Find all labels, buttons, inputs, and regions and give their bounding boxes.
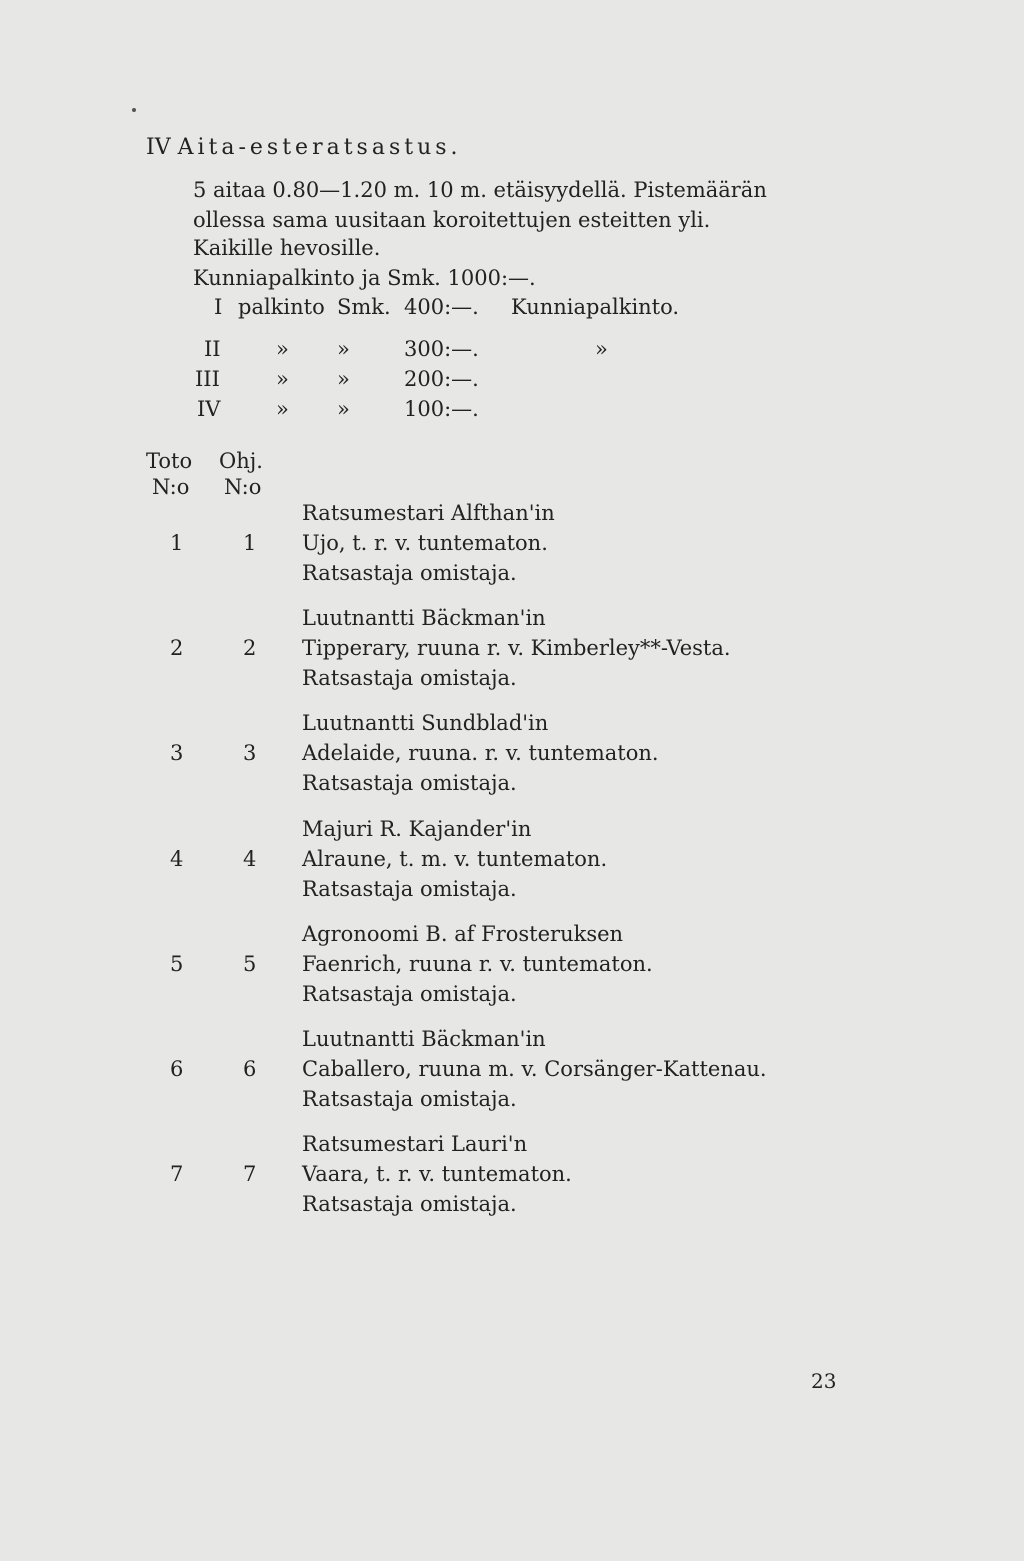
prize-ditto: » bbox=[276, 397, 289, 421]
entry-rider: Ratsastaja omistaja. bbox=[302, 666, 517, 690]
entry-ohj-number: 4 bbox=[243, 847, 257, 871]
prize-ditto: » bbox=[337, 337, 350, 361]
entry-owner: Majuri R. Kajander'in bbox=[302, 817, 532, 841]
section-title: Aita-esteratsastus. bbox=[177, 135, 462, 160]
entry-owner: Luutnantti Sundblad'in bbox=[302, 711, 549, 735]
prize-amount: 100:—. bbox=[404, 397, 479, 421]
section-number: IV bbox=[146, 135, 171, 160]
entry-ohj-number: 2 bbox=[243, 636, 257, 660]
prize-currency: Smk. bbox=[337, 295, 391, 319]
entry-rider: Ratsastaja omistaja. bbox=[302, 1087, 517, 1111]
entry-ohj-number: 6 bbox=[243, 1057, 257, 1081]
prize-rank: II bbox=[204, 337, 221, 361]
description-line: ollessa sama uusitaan koroitettujen esteitten yli. bbox=[193, 208, 711, 232]
entry-owner: Ratsumestari Alfthan'in bbox=[302, 501, 555, 525]
entry-toto-number: 3 bbox=[170, 741, 184, 765]
page-number: 23 bbox=[811, 1369, 837, 1393]
entry-ohj-number: 1 bbox=[243, 531, 257, 555]
prize-ditto: » bbox=[337, 367, 350, 391]
entry-owner: Luutnantti Bäckman'in bbox=[302, 1027, 546, 1051]
entry-toto-number: 6 bbox=[170, 1057, 184, 1081]
entry-horse: Caballero, ruuna m. v. Corsänger-Kattenau. bbox=[302, 1057, 767, 1081]
entry-toto-number: 1 bbox=[170, 531, 184, 555]
entry-horse: Ujo, t. r. v. tuntematon. bbox=[302, 531, 548, 555]
prize-amount: 400:—. bbox=[404, 295, 479, 319]
entry-horse: Adelaide, ruuna. r. v. tuntematon. bbox=[302, 741, 659, 765]
prize-note: » bbox=[595, 337, 608, 361]
entry-rider: Ratsastaja omistaja. bbox=[302, 561, 517, 585]
prize-rank: IV bbox=[197, 397, 221, 421]
column-header-toto-no: N:o bbox=[152, 475, 190, 499]
prize-ditto: » bbox=[276, 337, 289, 361]
entry-toto-number: 4 bbox=[170, 847, 184, 871]
entry-toto-number: 5 bbox=[170, 952, 184, 976]
prize-ditto: » bbox=[337, 397, 350, 421]
description-line: Kunniapalkinto ja Smk. 1000:—. bbox=[193, 266, 536, 290]
entry-toto-number: 7 bbox=[170, 1162, 184, 1186]
entry-toto-number: 2 bbox=[170, 636, 184, 660]
entry-rider: Ratsastaja omistaja. bbox=[302, 982, 517, 1006]
entry-rider: Ratsastaja omistaja. bbox=[302, 1192, 517, 1216]
entry-ohj-number: 5 bbox=[243, 952, 257, 976]
section-heading bbox=[146, 133, 462, 163]
prize-rank: III bbox=[195, 367, 220, 391]
prize-row bbox=[0, 364, 1024, 394]
entry-horse: Faenrich, ruuna r. v. tuntematon. bbox=[302, 952, 653, 976]
prize-row bbox=[0, 292, 1024, 322]
prize-amount: 300:—. bbox=[404, 337, 479, 361]
entry-horse: Alraune, t. m. v. tuntematon. bbox=[302, 847, 608, 871]
entry-rider: Ratsastaja omistaja. bbox=[302, 771, 517, 795]
description-line: Kaikille hevosille. bbox=[193, 236, 381, 260]
entry-owner: Ratsumestari Lauri'n bbox=[302, 1132, 528, 1156]
prize-label: palkinto bbox=[238, 295, 325, 319]
column-header-toto: Toto bbox=[146, 449, 193, 473]
entry-rider: Ratsastaja omistaja. bbox=[302, 877, 517, 901]
entry-horse: Vaara, t. r. v. tuntematon. bbox=[302, 1162, 572, 1186]
ink-speck bbox=[132, 108, 136, 112]
entry-owner: Agronoomi B. af Frosteruksen bbox=[302, 922, 624, 946]
column-header-ohj-no: N:o bbox=[224, 475, 262, 499]
entry-ohj-number: 3 bbox=[243, 741, 257, 765]
description-line: 5 aitaa 0.80—1.20 m. 10 m. etäisyydellä. Pistemäärän bbox=[193, 178, 767, 202]
prize-ditto: » bbox=[276, 367, 289, 391]
entry-horse: Tipperary, ruuna r. v. Kimberley**-Vesta. bbox=[302, 636, 731, 660]
prize-rank: I bbox=[214, 295, 223, 319]
column-header-ohj: Ohj. bbox=[219, 449, 263, 473]
prize-row bbox=[0, 334, 1024, 364]
entry-ohj-number: 7 bbox=[243, 1162, 257, 1186]
prize-row bbox=[0, 394, 1024, 424]
prize-note: Kunniapalkinto. bbox=[511, 295, 680, 319]
entry-owner: Luutnantti Bäckman'in bbox=[302, 606, 546, 630]
prize-amount: 200:—. bbox=[404, 367, 479, 391]
